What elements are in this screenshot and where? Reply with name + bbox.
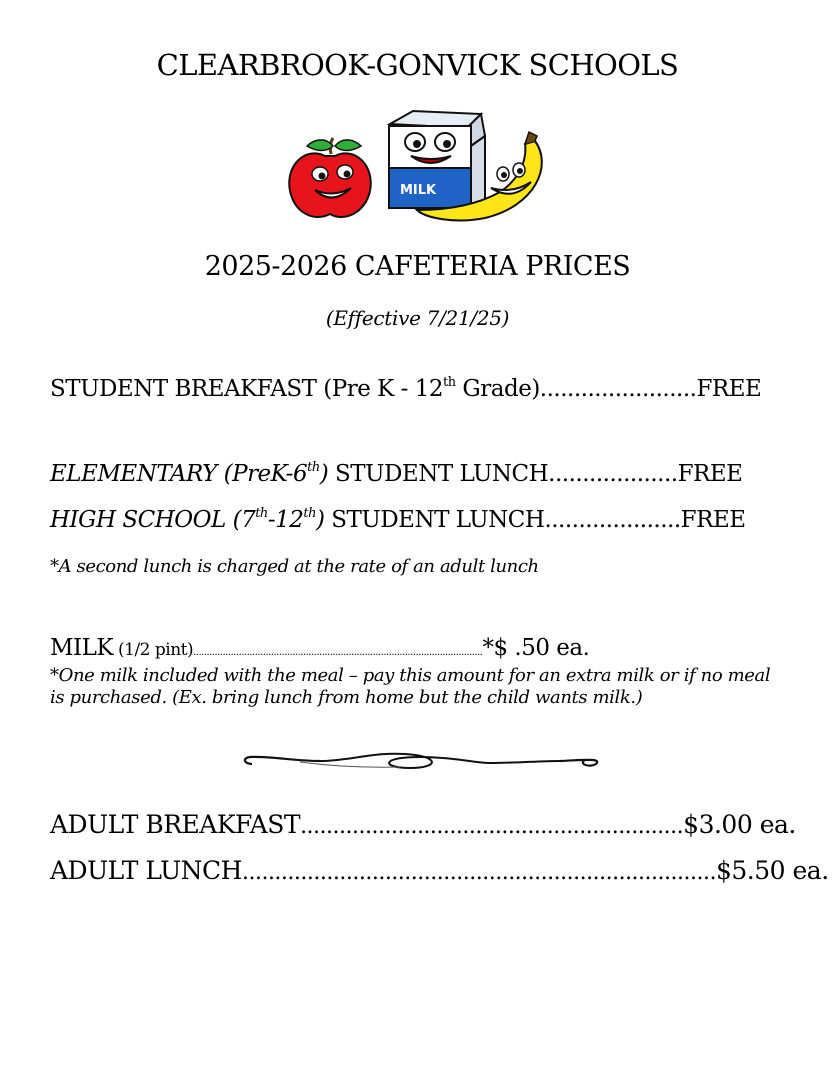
milk-label: MILK bbox=[50, 635, 114, 661]
highschool-lunch-price: FREE bbox=[680, 507, 746, 533]
adult-lunch-price: $5.50 ea. bbox=[715, 856, 829, 885]
adult-breakfast-label: ADULT BREAKFAST bbox=[50, 810, 301, 839]
milk-qualifier: (1/2 pint) bbox=[113, 640, 194, 660]
milk-price: $ .50 ea. bbox=[493, 635, 590, 661]
leader-dots: ......................................................................... bbox=[241, 860, 716, 885]
elementary-lunch-label: STUDENT LUNCH bbox=[328, 461, 549, 487]
school-name: CLEARBROOK-GONVICK SCHOOLS bbox=[156, 48, 679, 82]
effective-date: (Effective 7/21/25) bbox=[325, 306, 510, 330]
adult-breakfast-row bbox=[50, 810, 796, 839]
highschool-lunch-label: STUDENT LUNCH bbox=[324, 507, 545, 533]
leader-dots: ............................................................................................................ bbox=[193, 647, 483, 658]
adult-breakfast-price: $3.00 ea. bbox=[683, 810, 796, 839]
leader-dots: .................... bbox=[544, 507, 681, 533]
milk-carton-icon bbox=[389, 111, 485, 208]
student-breakfast-label: STUDENT BREAKFAST (Pre K - 12 bbox=[50, 376, 443, 402]
adult-lunch-row bbox=[50, 856, 829, 885]
adult-lunch-label: ADULT LUNCH bbox=[50, 856, 242, 885]
milk-row: MILK (1/2 pint)............................................................................................................*$ .50 ea. bbox=[50, 635, 590, 661]
elementary-lunch-row: ELEMENTARY (PreK-6th) STUDENT LUNCH...................FREE bbox=[50, 460, 743, 487]
leader-dots: ................... bbox=[548, 461, 678, 487]
milk-note-line-2: is purchased. (Ex. bring lunch from home but the child wants milk.) bbox=[50, 687, 643, 708]
highschool-lunch-row: HIGH SCHOOL (7th-12th) STUDENT LUNCH....................FREE bbox=[50, 506, 746, 533]
second-lunch-note: *A second lunch is charged at the rate of an adult lunch bbox=[50, 556, 539, 577]
student-breakfast-price: FREE bbox=[696, 376, 762, 402]
milk-note-line-1: *One milk included with the meal – pay this amount for an extra milk or if no meal bbox=[50, 665, 771, 686]
leader-dots: ....................... bbox=[539, 376, 697, 402]
leader-dots: ........................................................... bbox=[300, 814, 684, 839]
apple-icon bbox=[289, 138, 371, 217]
price-title: 2025-2026 CAFETERIA PRICES bbox=[204, 251, 631, 282]
svg-text:MILK: MILK bbox=[400, 183, 437, 198]
elementary-lunch-price: FREE bbox=[677, 461, 743, 487]
ornament-divider-icon bbox=[240, 748, 605, 774]
cafeteria-clipart bbox=[285, 106, 555, 226]
student-breakfast-row: STUDENT BREAKFAST (Pre K - 12th Grade).......................FREE bbox=[50, 375, 762, 402]
